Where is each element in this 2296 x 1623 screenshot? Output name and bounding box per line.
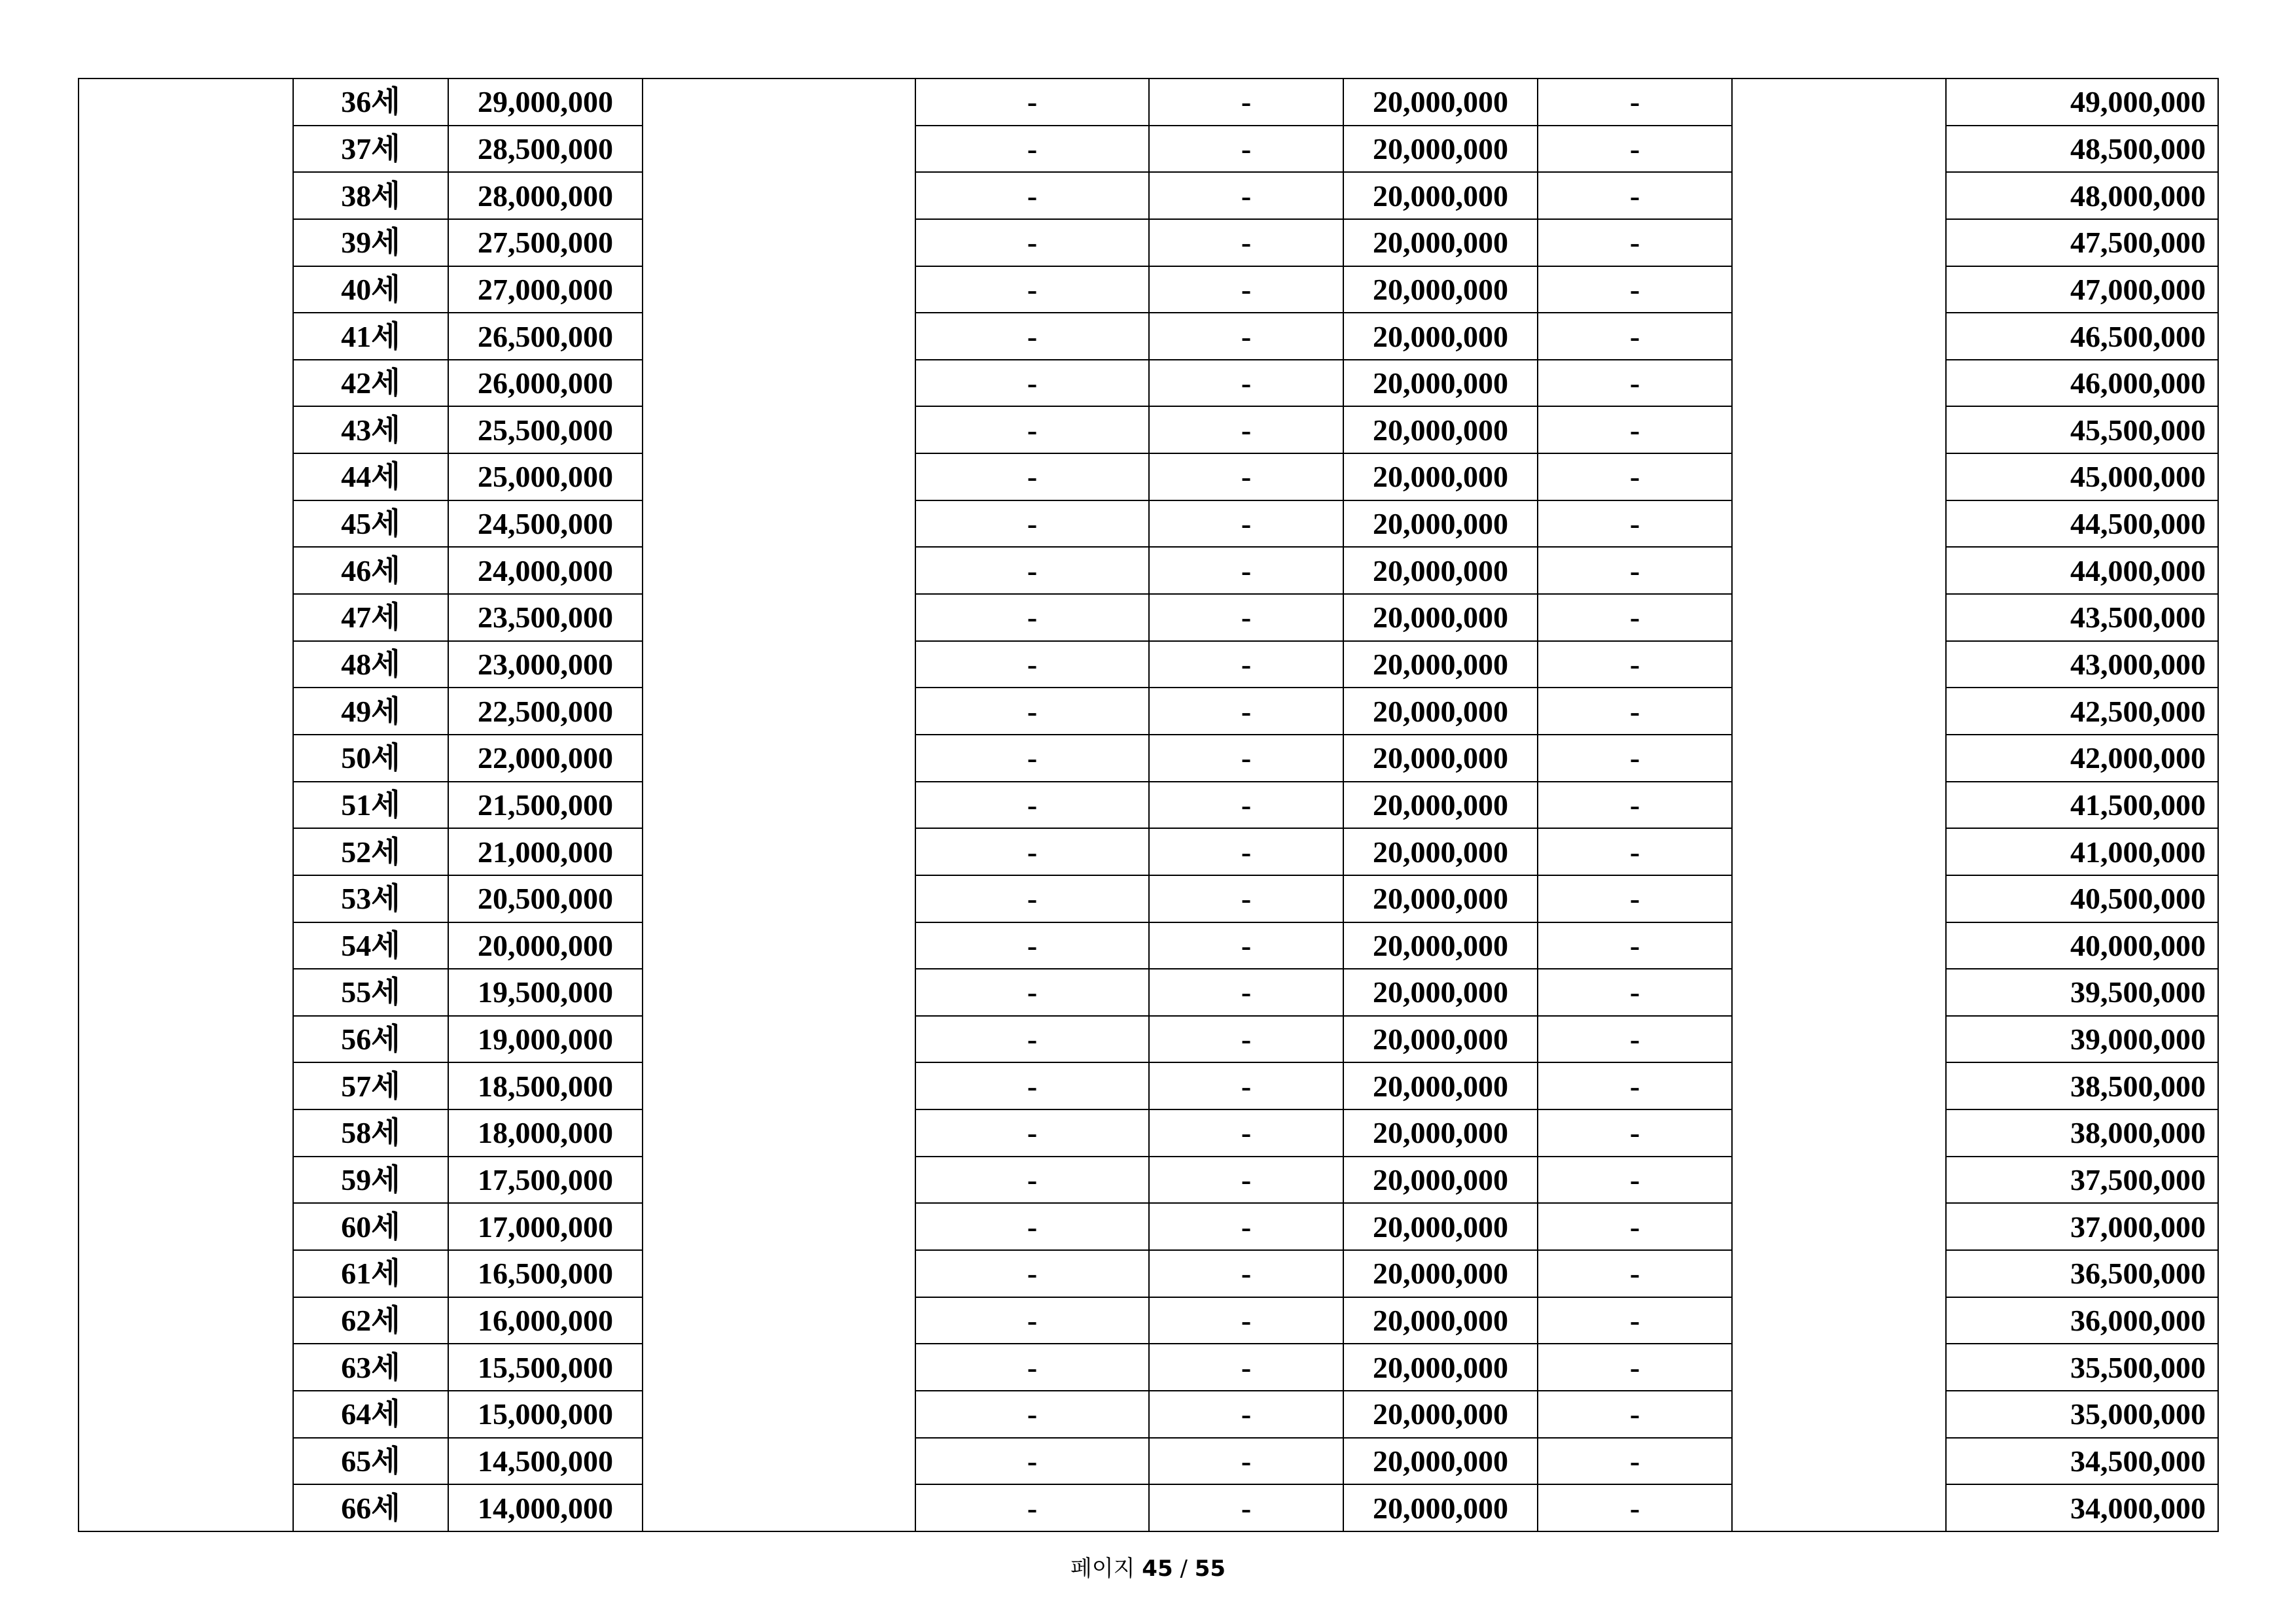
base-amount-cell: 21,500,000 — [448, 782, 643, 829]
age-cell: 54세 — [293, 922, 448, 969]
total-amount-cell: 36,000,000 — [1946, 1297, 2218, 1344]
dash-cell: - — [915, 360, 1149, 407]
dash-cell: - — [915, 1484, 1149, 1531]
total-amount-cell: 40,000,000 — [1946, 922, 2218, 969]
dash-cell: - — [1149, 406, 1343, 453]
fixed-amount-cell: 20,000,000 — [1343, 500, 1538, 548]
total-amount-cell: 37,000,000 — [1946, 1203, 2218, 1250]
fixed-amount-cell: 20,000,000 — [1343, 126, 1538, 173]
total-amount-cell: 41,000,000 — [1946, 828, 2218, 875]
age-cell: 64세 — [293, 1391, 448, 1438]
dash-cell: - — [915, 1438, 1149, 1485]
dash-cell: - — [1149, 1297, 1343, 1344]
dash-cell: - — [1538, 782, 1732, 829]
total-amount-cell: 40,500,000 — [1946, 875, 2218, 922]
age-cell: 42세 — [293, 360, 448, 407]
base-amount-cell: 26,500,000 — [448, 313, 643, 360]
dash-cell: - — [1149, 1109, 1343, 1157]
dash-cell: - — [1538, 1484, 1732, 1531]
fixed-amount-cell: 20,000,000 — [1343, 1297, 1538, 1344]
age-cell: 55세 — [293, 969, 448, 1016]
dash-cell: - — [1149, 1250, 1343, 1297]
page-label: 페이지 — [1070, 1556, 1135, 1582]
age-cell: 46세 — [293, 547, 448, 594]
age-cell: 60세 — [293, 1203, 448, 1250]
page-separator: / — [1180, 1556, 1188, 1582]
page-footer — [0, 1550, 2296, 1582]
fixed-amount-cell: 20,000,000 — [1343, 1250, 1538, 1297]
total-amount-cell: 44,500,000 — [1946, 500, 2218, 548]
base-amount-cell: 21,000,000 — [448, 828, 643, 875]
age-cell: 61세 — [293, 1250, 448, 1297]
fixed-amount-cell: 20,000,000 — [1343, 594, 1538, 641]
fixed-amount-cell: 20,000,000 — [1343, 1157, 1538, 1204]
base-amount-cell: 16,000,000 — [448, 1297, 643, 1344]
fixed-amount-cell: 20,000,000 — [1343, 547, 1538, 594]
age-cell: 59세 — [293, 1157, 448, 1204]
fixed-amount-cell: 20,000,000 — [1343, 313, 1538, 360]
total-amount-cell: 35,000,000 — [1946, 1391, 2218, 1438]
fixed-amount-cell: 20,000,000 — [1343, 1203, 1538, 1250]
base-amount-cell: 15,000,000 — [448, 1391, 643, 1438]
category-cell — [79, 79, 293, 1531]
dash-cell: - — [1538, 1391, 1732, 1438]
age-cell: 37세 — [293, 126, 448, 173]
dash-cell: - — [1538, 1157, 1732, 1204]
base-amount-cell: 28,500,000 — [448, 126, 643, 173]
dash-cell: - — [915, 500, 1149, 548]
base-amount-cell: 25,000,000 — [448, 453, 643, 500]
dash-cell: - — [1538, 1297, 1732, 1344]
age-cell: 58세 — [293, 1109, 448, 1157]
blank-column-cell — [643, 79, 915, 1531]
base-amount-cell: 20,500,000 — [448, 875, 643, 922]
base-amount-cell: 27,000,000 — [448, 266, 643, 313]
dash-cell: - — [1149, 219, 1343, 266]
total-amount-cell: 48,500,000 — [1946, 126, 2218, 173]
fixed-amount-cell: 20,000,000 — [1343, 453, 1538, 500]
total-amount-cell: 45,500,000 — [1946, 406, 2218, 453]
base-amount-cell: 28,000,000 — [448, 172, 643, 219]
dash-cell: - — [1149, 453, 1343, 500]
base-amount-cell: 17,500,000 — [448, 1157, 643, 1204]
total-amount-cell: 45,000,000 — [1946, 453, 2218, 500]
age-cell: 56세 — [293, 1016, 448, 1063]
dash-cell: - — [1149, 172, 1343, 219]
dash-cell: - — [915, 1062, 1149, 1109]
age-cell: 50세 — [293, 735, 448, 782]
dash-cell: - — [915, 875, 1149, 922]
dash-cell: - — [1538, 547, 1732, 594]
total-amount-cell: 46,500,000 — [1946, 313, 2218, 360]
base-amount-cell: 24,000,000 — [448, 547, 643, 594]
dash-cell: - — [1149, 1062, 1343, 1109]
dash-cell: - — [1149, 360, 1343, 407]
dash-cell: - — [1538, 922, 1732, 969]
dash-cell: - — [1149, 126, 1343, 173]
age-cell: 51세 — [293, 782, 448, 829]
dash-cell: - — [1149, 500, 1343, 548]
total-amount-cell: 43,500,000 — [1946, 594, 2218, 641]
base-amount-cell: 15,500,000 — [448, 1344, 643, 1391]
age-cell: 38세 — [293, 172, 448, 219]
dash-cell: - — [915, 126, 1149, 173]
age-cell: 40세 — [293, 266, 448, 313]
fixed-amount-cell: 20,000,000 — [1343, 360, 1538, 407]
total-amount-cell: 49,000,000 — [1946, 79, 2218, 126]
dash-cell: - — [1149, 875, 1343, 922]
dash-cell: - — [915, 219, 1149, 266]
dash-cell: - — [1538, 875, 1732, 922]
fixed-amount-cell: 20,000,000 — [1343, 1344, 1538, 1391]
dash-cell: - — [1538, 1203, 1732, 1250]
age-cell: 52세 — [293, 828, 448, 875]
total-amount-cell: 41,500,000 — [1946, 782, 2218, 829]
dash-cell: - — [1149, 922, 1343, 969]
fixed-amount-cell: 20,000,000 — [1343, 688, 1538, 735]
dash-cell: - — [1149, 1203, 1343, 1250]
age-cell: 62세 — [293, 1297, 448, 1344]
fixed-amount-cell: 20,000,000 — [1343, 828, 1538, 875]
fixed-amount-cell: 20,000,000 — [1343, 1438, 1538, 1485]
base-amount-cell: 19,000,000 — [448, 1016, 643, 1063]
total-page-count: 55 — [1194, 1556, 1226, 1582]
age-cell: 43세 — [293, 406, 448, 453]
total-amount-cell: 35,500,000 — [1946, 1344, 2218, 1391]
total-amount-cell: 47,500,000 — [1946, 219, 2218, 266]
table-row — [79, 79, 2218, 126]
fixed-amount-cell: 20,000,000 — [1343, 922, 1538, 969]
base-amount-cell: 18,000,000 — [448, 1109, 643, 1157]
dash-cell: - — [1149, 1484, 1343, 1531]
dash-cell: - — [1538, 688, 1732, 735]
dash-cell: - — [915, 688, 1149, 735]
dash-cell: - — [1538, 406, 1732, 453]
base-amount-cell: 24,500,000 — [448, 500, 643, 548]
fixed-amount-cell: 20,000,000 — [1343, 875, 1538, 922]
dash-cell: - — [1149, 266, 1343, 313]
age-cell: 48세 — [293, 641, 448, 688]
dash-cell: - — [1149, 969, 1343, 1016]
base-amount-cell: 22,500,000 — [448, 688, 643, 735]
total-amount-cell: 38,000,000 — [1946, 1109, 2218, 1157]
fixed-amount-cell: 20,000,000 — [1343, 1062, 1538, 1109]
fixed-amount-cell: 20,000,000 — [1343, 735, 1538, 782]
dash-cell: - — [915, 1250, 1149, 1297]
fixed-amount-cell: 20,000,000 — [1343, 1016, 1538, 1063]
dash-cell: - — [915, 1391, 1149, 1438]
age-cell: 57세 — [293, 1062, 448, 1109]
age-cell: 36세 — [293, 79, 448, 126]
dash-cell: - — [1149, 594, 1343, 641]
dash-cell: - — [1149, 782, 1343, 829]
dash-cell: - — [1149, 1016, 1343, 1063]
total-amount-cell: 42,500,000 — [1946, 688, 2218, 735]
table-body — [79, 79, 2218, 1531]
fixed-amount-cell: 20,000,000 — [1343, 219, 1538, 266]
dash-cell: - — [1149, 688, 1343, 735]
dash-cell: - — [915, 1109, 1149, 1157]
dash-cell: - — [915, 782, 1149, 829]
dash-cell: - — [1538, 641, 1732, 688]
total-amount-cell: 43,000,000 — [1946, 641, 2218, 688]
dash-cell: - — [1538, 219, 1732, 266]
current-page-number: 45 — [1142, 1556, 1173, 1582]
base-amount-cell: 23,000,000 — [448, 641, 643, 688]
dash-cell: - — [1149, 1438, 1343, 1485]
total-amount-cell: 37,500,000 — [1946, 1157, 2218, 1204]
base-amount-cell: 18,500,000 — [448, 1062, 643, 1109]
dash-cell: - — [1538, 1344, 1732, 1391]
dash-cell: - — [1149, 79, 1343, 126]
dash-cell: - — [915, 969, 1149, 1016]
base-amount-cell: 23,500,000 — [448, 594, 643, 641]
age-cell: 49세 — [293, 688, 448, 735]
dash-cell: - — [915, 406, 1149, 453]
age-cell: 45세 — [293, 500, 448, 548]
dash-cell: - — [915, 828, 1149, 875]
dash-cell: - — [915, 1157, 1149, 1204]
dash-cell: - — [915, 1203, 1149, 1250]
fixed-amount-cell: 20,000,000 — [1343, 969, 1538, 1016]
dash-cell: - — [1538, 1062, 1732, 1109]
total-amount-cell: 44,000,000 — [1946, 547, 2218, 594]
dash-cell: - — [1538, 360, 1732, 407]
dash-cell: - — [915, 79, 1149, 126]
total-amount-cell: 34,000,000 — [1946, 1484, 2218, 1531]
dash-cell: - — [1149, 547, 1343, 594]
dash-cell: - — [1538, 313, 1732, 360]
dash-cell: - — [915, 547, 1149, 594]
fixed-amount-cell: 20,000,000 — [1343, 79, 1538, 126]
total-amount-cell: 46,000,000 — [1946, 360, 2218, 407]
age-amount-table — [78, 78, 2219, 1532]
dash-cell: - — [1538, 828, 1732, 875]
dash-cell: - — [915, 922, 1149, 969]
fixed-amount-cell: 20,000,000 — [1343, 782, 1538, 829]
base-amount-cell: 25,500,000 — [448, 406, 643, 453]
dash-cell: - — [1538, 735, 1732, 782]
dash-cell: - — [1538, 453, 1732, 500]
dash-cell: - — [1149, 828, 1343, 875]
dash-cell: - — [915, 594, 1149, 641]
age-cell: 44세 — [293, 453, 448, 500]
dash-cell: - — [1538, 79, 1732, 126]
base-amount-cell: 22,000,000 — [448, 735, 643, 782]
base-amount-cell: 14,500,000 — [448, 1438, 643, 1485]
dash-cell: - — [1538, 1016, 1732, 1063]
fixed-amount-cell: 20,000,000 — [1343, 406, 1538, 453]
dash-cell: - — [915, 453, 1149, 500]
base-amount-cell: 19,500,000 — [448, 969, 643, 1016]
dash-cell: - — [1149, 641, 1343, 688]
total-amount-cell: 42,000,000 — [1946, 735, 2218, 782]
total-amount-cell: 36,500,000 — [1946, 1250, 2218, 1297]
dash-cell: - — [1149, 1391, 1343, 1438]
total-amount-cell: 39,000,000 — [1946, 1016, 2218, 1063]
total-amount-cell: 34,500,000 — [1946, 1438, 2218, 1485]
total-amount-cell: 47,000,000 — [1946, 266, 2218, 313]
fixed-amount-cell: 20,000,000 — [1343, 1391, 1538, 1438]
dash-cell: - — [1538, 1438, 1732, 1485]
fixed-amount-cell: 20,000,000 — [1343, 172, 1538, 219]
dash-cell: - — [1538, 126, 1732, 173]
blank-column-cell — [1732, 79, 1946, 1531]
dash-cell: - — [1149, 735, 1343, 782]
age-cell: 65세 — [293, 1438, 448, 1485]
dash-cell: - — [1538, 172, 1732, 219]
dash-cell: - — [1149, 1344, 1343, 1391]
dash-cell: - — [1538, 1250, 1732, 1297]
total-amount-cell: 39,500,000 — [1946, 969, 2218, 1016]
age-cell: 53세 — [293, 875, 448, 922]
dash-cell: - — [915, 735, 1149, 782]
base-amount-cell: 27,500,000 — [448, 219, 643, 266]
dash-cell: - — [1149, 1157, 1343, 1204]
base-amount-cell: 14,000,000 — [448, 1484, 643, 1531]
base-amount-cell: 16,500,000 — [448, 1250, 643, 1297]
total-amount-cell: 38,500,000 — [1946, 1062, 2218, 1109]
dash-cell: - — [915, 172, 1149, 219]
total-amount-cell: 48,000,000 — [1946, 172, 2218, 219]
dash-cell: - — [915, 641, 1149, 688]
fixed-amount-cell: 20,000,000 — [1343, 641, 1538, 688]
dash-cell: - — [1538, 500, 1732, 548]
dash-cell: - — [915, 1344, 1149, 1391]
dash-cell: - — [1538, 266, 1732, 313]
dash-cell: - — [915, 266, 1149, 313]
base-amount-cell: 17,000,000 — [448, 1203, 643, 1250]
dash-cell: - — [1538, 1109, 1732, 1157]
base-amount-cell: 26,000,000 — [448, 360, 643, 407]
dash-cell: - — [1538, 594, 1732, 641]
dash-cell: - — [1538, 969, 1732, 1016]
dash-cell: - — [915, 313, 1149, 360]
fixed-amount-cell: 20,000,000 — [1343, 1484, 1538, 1531]
age-cell: 39세 — [293, 219, 448, 266]
base-amount-cell: 29,000,000 — [448, 79, 643, 126]
dash-cell: - — [1149, 313, 1343, 360]
dash-cell: - — [915, 1016, 1149, 1063]
age-cell: 66세 — [293, 1484, 448, 1531]
age-cell: 63세 — [293, 1344, 448, 1391]
fixed-amount-cell: 20,000,000 — [1343, 1109, 1538, 1157]
base-amount-cell: 20,000,000 — [448, 922, 643, 969]
fixed-amount-cell: 20,000,000 — [1343, 266, 1538, 313]
age-cell: 41세 — [293, 313, 448, 360]
dash-cell: - — [915, 1297, 1149, 1344]
age-cell: 47세 — [293, 594, 448, 641]
